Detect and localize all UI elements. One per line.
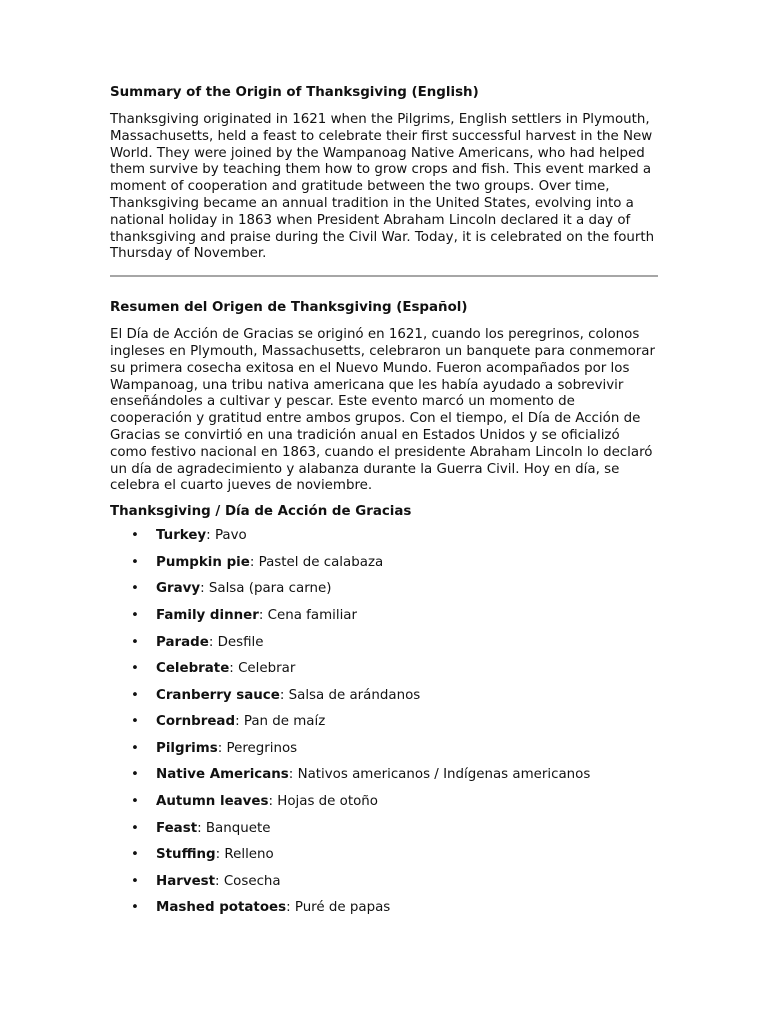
list-item xyxy=(110,794,658,821)
vocabulary-section xyxy=(110,503,658,927)
bullet-icon: • xyxy=(131,634,139,650)
vocab-translation: Relleno xyxy=(224,847,274,863)
vocab-term: Harvest xyxy=(156,873,216,889)
bullet-icon: • xyxy=(131,554,139,570)
vocab-translation: Nativos americanos / Indígenas americanos xyxy=(297,767,591,783)
list-item xyxy=(110,767,658,794)
bullet-icon: • xyxy=(131,740,139,756)
vocab-term: Turkey xyxy=(156,528,207,544)
bullet-icon: • xyxy=(131,767,139,783)
vocab-separator: : xyxy=(279,687,289,703)
bullet-icon: • xyxy=(131,820,139,836)
vocab-translation: Salsa (para carne) xyxy=(208,581,332,597)
document-page xyxy=(110,84,658,927)
vocab-separator: : xyxy=(288,767,298,783)
list-item xyxy=(110,821,658,848)
vocab-translation: Desfile xyxy=(217,634,264,650)
spanish-section xyxy=(110,299,658,495)
vocab-separator: : xyxy=(206,528,215,544)
list-item xyxy=(110,635,658,662)
vocab-separator: : xyxy=(258,607,268,623)
vocab-translation: Pastel de calabaza xyxy=(258,554,384,570)
vocab-term: Mashed potatoes xyxy=(156,900,287,916)
bullet-icon: • xyxy=(131,900,139,916)
vocab-separator: : xyxy=(208,634,218,650)
list-item xyxy=(110,714,658,741)
vocab-term: Native Americans xyxy=(156,767,289,783)
vocab-translation: Celebrar xyxy=(238,661,296,677)
bullet-icon: • xyxy=(131,687,139,703)
list-item xyxy=(110,874,658,901)
vocab-translation: Banquete xyxy=(205,820,271,836)
vocab-separator: : xyxy=(286,900,295,916)
bullet-icon: • xyxy=(131,661,139,677)
vocab-translation: Hojas de otoño xyxy=(277,794,378,810)
list-item xyxy=(110,581,658,608)
vocab-term: Cranberry sauce xyxy=(156,687,280,703)
list-item xyxy=(110,661,658,688)
vocab-translation: Peregrinos xyxy=(226,740,298,756)
english-paragraph: Thanksgiving originated in 1621 when the Pilgrims, English settlers in Plymouth, Massachusetts, held a feast to celebrate their first successful harvest in the New World. They were joined by the Wampanoag Native Americans, who had helped them survive by teaching them how to grow crops and fish. This event marked a moment of cooperation and gratitude between the two groups. Over time, Thanksgiving became an annual tradition in the United States, evolving into a national holiday in 1863 when President Abraham Lincoln declared it a day of thanksgiving and praise during the Civil War. Today, it is celebrated on the fourth Thursday of November. xyxy=(110,112,655,262)
vocab-translation: Pavo xyxy=(214,528,247,544)
vocab-separator: : xyxy=(215,873,224,889)
vocab-term: Feast xyxy=(156,820,198,836)
list-item xyxy=(110,900,658,927)
vocab-separator: : xyxy=(229,661,239,677)
vocab-translation: Pan de maíz xyxy=(243,714,326,730)
vocab-translation: Puré de papas xyxy=(294,900,391,916)
english-heading: Summary of the Origin of Thanksgiving (English) xyxy=(110,85,479,100)
bullet-icon: • xyxy=(131,847,139,863)
vocab-term: Parade xyxy=(156,634,209,650)
vocab-separator: : xyxy=(249,554,259,570)
list-item xyxy=(110,555,658,582)
list-item xyxy=(110,608,658,635)
vocab-separator: : xyxy=(217,740,227,756)
vocabulary-heading: Thanksgiving / Día de Acción de Gracias xyxy=(110,504,412,520)
vocab-translation: Cena familiar xyxy=(267,607,358,623)
bullet-icon: • xyxy=(131,714,139,730)
list-item xyxy=(110,688,658,715)
list-item xyxy=(110,741,658,768)
vocab-separator: : xyxy=(268,794,278,810)
spanish-heading: Resumen del Origen de Thanksgiving (Español) xyxy=(110,300,468,316)
english-section xyxy=(110,84,658,263)
bullet-icon: • xyxy=(131,607,139,623)
spanish-paragraph: El Día de Acción de Gracias se originó en 1621, cuando los peregrinos, colonos ingleses en Plymouth, Massachusetts, celebraron un banquete para conmemorar su primera cosecha exitosa en el Nuevo Mundo. Fueron acompañados por los Wampanoag, una tribu nativa americana que les había ayudado a sobrevivir enseñándoles a cultivar y pescar. Este evento marcó un momento de cooperación y gratitud entre ambos grupos. Con el tiempo, el Día de Acción de Gracias se convirtió en una tradición anual en Estados Unidos y se oficializó como festivo nacional en 1863, cuando el presidente Abraham Lincoln lo declaró un día de agradecimiento y alabanza durante la Guerra Civil. Hoy en día, se celebra el cuarto jueves de noviembre. xyxy=(110,327,656,494)
vocab-term: Gravy xyxy=(156,581,201,597)
vocab-term: Cornbread xyxy=(156,714,236,730)
vocab-separator: : xyxy=(200,581,209,597)
vocab-term: Autumn leaves xyxy=(156,794,269,810)
bullet-icon: • xyxy=(131,794,139,810)
vocab-translation: Salsa de arándanos xyxy=(288,687,421,703)
vocab-term: Pumpkin pie xyxy=(156,554,250,570)
vocab-term: Family dinner xyxy=(156,607,259,623)
section-divider xyxy=(110,275,658,277)
bullet-icon: • xyxy=(131,528,139,544)
vocab-term: Stuffing xyxy=(156,847,216,863)
bullet-icon: • xyxy=(131,581,139,597)
list-item xyxy=(110,528,658,555)
vocabulary-list xyxy=(110,528,658,927)
vocab-separator: : xyxy=(235,714,244,730)
vocab-term: Pilgrims xyxy=(156,740,218,756)
vocab-term: Celebrate xyxy=(156,661,230,677)
vocab-separator: : xyxy=(197,820,206,836)
bullet-icon: • xyxy=(131,873,139,889)
vocab-separator: : xyxy=(215,847,225,863)
list-item xyxy=(110,847,658,874)
vocab-translation: Cosecha xyxy=(223,873,281,889)
